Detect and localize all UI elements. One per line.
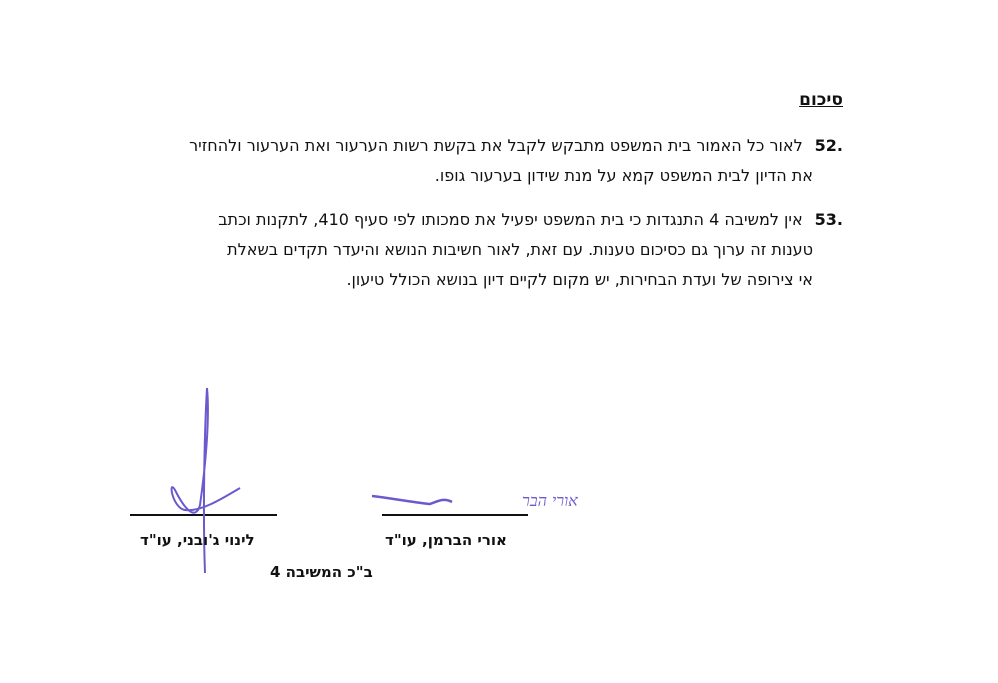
paragraph-line: את הדיון לבית המשפט קמא על מנת שידון בערעור גופו. <box>434 166 813 185</box>
paragraph-53 <box>123 205 843 295</box>
signature-name-left: לינוי ג'ובני, עו"ד <box>140 531 255 549</box>
paragraph-line: לאור כל האמור בית המשפט מתבקש לקבל את בקשת רשות הערעור ואת הערעור ולהחזיר <box>189 136 803 155</box>
paragraph-line: אי צירופה של ועדת הבחירות, יש מקום לקיים דיון בנושא הכולל טיעון. <box>346 270 813 289</box>
paragraph-number: 52. <box>814 136 843 155</box>
paragraph-line: טענות זה ערוך גם כסיכום טענות. עם זאת, לאור חשיבות הנושא והיעדר תקדים בשאלת <box>227 240 813 259</box>
paragraph-number: 53. <box>814 210 843 229</box>
signature-right-scribble <box>372 496 452 504</box>
counsel-for-label: ב"כ המשיבה 4 <box>270 563 373 581</box>
signature-line-right <box>382 514 528 516</box>
section-heading: סיכום <box>799 90 843 110</box>
signature-name-right: אורי הברמן, עו"ד <box>385 531 507 549</box>
signature-right-handwriting: אורי הבר <box>522 491 578 510</box>
signature-line-left <box>130 514 277 516</box>
paragraph-line: אין למשיבה 4 התנגדות כי בית המשפט יפעיל את סמכותו לפי סעיף 410, לתקנות וכתב <box>218 210 803 229</box>
paragraph-52 <box>123 131 843 191</box>
